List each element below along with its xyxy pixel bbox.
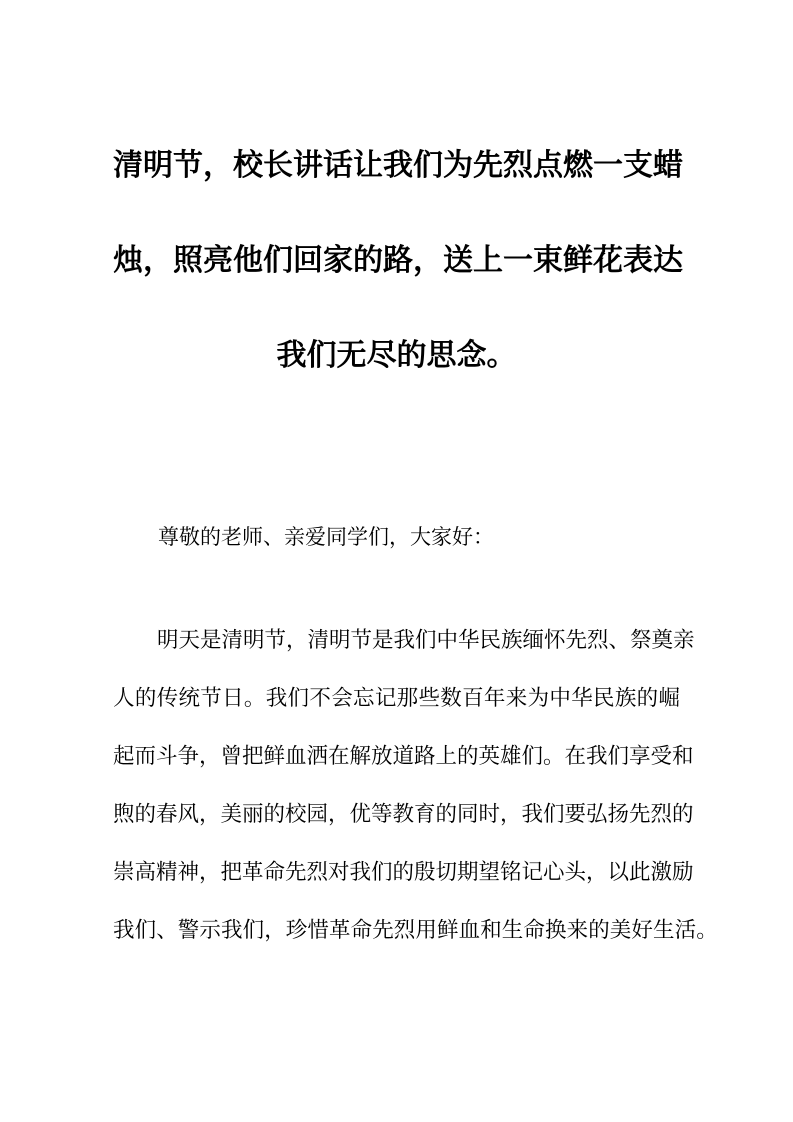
body-line-2: 人的传统节日。我们不会忘记那些数百年来为中华民族的崛: [113, 686, 680, 710]
title-line-2: 烛，照亮他们回家的路，送上一束鲜花表达: [113, 244, 683, 277]
body-line-3: 起而斗争，曾把鲜血洒在解放道路上的英雄们。在我们享受和: [113, 744, 694, 768]
body-line-6: 我们、警示我们，珍惜革命先烈用鲜血和生命换来的美好生活。: [113, 918, 718, 942]
title-line-1: 清明节，校长讲话让我们为先烈点燃一支蜡: [113, 149, 683, 182]
page-title: [113, 118, 683, 403]
body-line-1: 明天是清明节，清明节是我们中华民族缅怀先烈、祭奠亲: [157, 628, 695, 652]
body-line-5: 崇高精神，把革命先烈对我们的殷切期望铭记心头，以此激励: [113, 860, 694, 884]
salutation: 尊敬的老师、亲爱同学们，大家好：: [158, 526, 494, 549]
title-line-3: 我们无尽的思念。: [276, 339, 517, 372]
body-line-4: 煦的春风，美丽的校园，优等教育的同时，我们要弘扬先烈的: [113, 802, 694, 826]
body-paragraph: [113, 611, 718, 959]
